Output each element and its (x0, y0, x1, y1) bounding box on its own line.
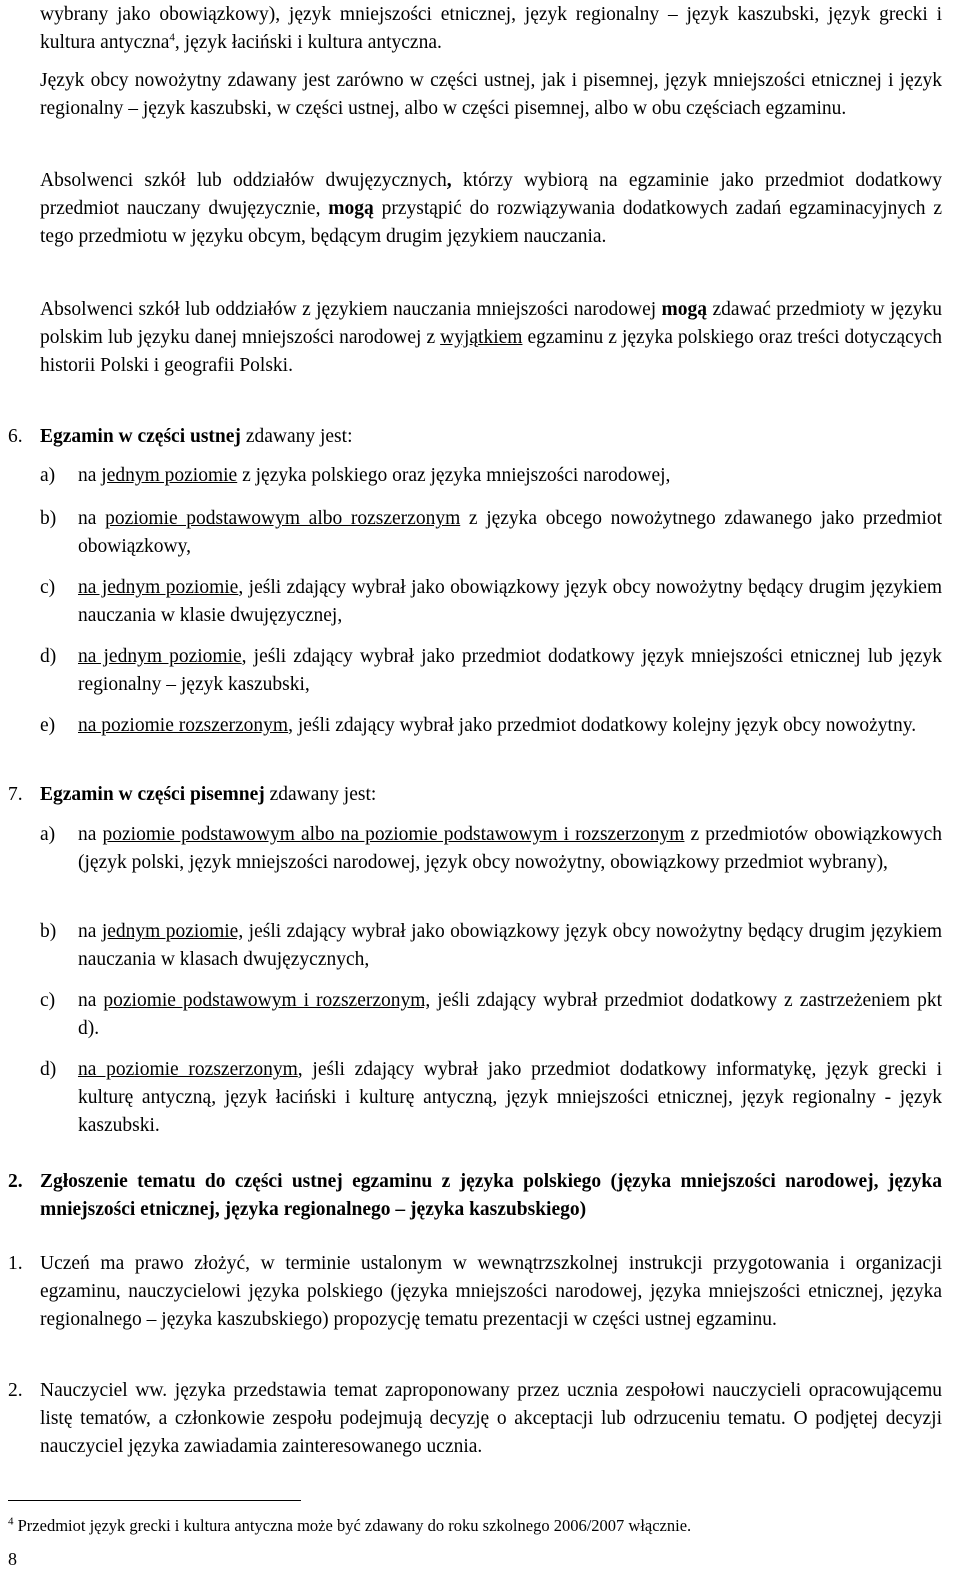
text: na (78, 508, 106, 529)
text: zdawany jest: (264, 784, 377, 805)
page-number: 8 (8, 1549, 17, 1569)
text: Absolwenci szkół lub oddziałów z językiem nauczania mniejszości narodowej (40, 299, 662, 320)
continuation-paragraph (40, 1, 942, 57)
bold-comma: , (446, 170, 452, 191)
text: Absolwenci szkół lub oddziałów dwujęzycznych (40, 170, 447, 191)
text: na (78, 990, 104, 1011)
text: z języka obcego nowożytnego zdawanego jako przedmiot obowiązkowy, (78, 508, 943, 557)
list-marker: b) (40, 508, 57, 529)
text: jeśli zdający wybrał przedmiot dodatkowy z zastrzeżeniem pkt d). (78, 990, 943, 1039)
footnote-divider (8, 1500, 301, 1501)
underlined-text: poziomie podstawowym i rozszerzonym, (103, 990, 431, 1011)
text: na (78, 921, 102, 942)
underlined-text: na poziomie rozszerzonym (78, 1059, 298, 1080)
footnote (8, 1515, 948, 1537)
text: zdawany jest: (240, 426, 353, 447)
bold-text: mogą (328, 198, 374, 219)
text: egzaminu z języka polskiego oraz treści dotyczących historii Polski i geografii Polski. (40, 327, 942, 376)
underlined-text: jednym poziomie, (101, 921, 244, 942)
item-number: 6. (8, 426, 23, 447)
text: zdawać przedmioty w języku polskim lub języku danej mniejszości narodowej z (40, 299, 942, 348)
underlined-text: wyjątkiem (440, 327, 523, 348)
continuation-text: wybrany jako obowiązkowy), język mniejszości etnicznej, język regionalny – język kaszubski, język grecki i kultura antyczna (40, 4, 942, 53)
list-marker: c) (40, 990, 56, 1011)
bold-text: Egzamin w części ustnej (40, 426, 241, 447)
list-marker: e) (40, 715, 56, 736)
text: jeśli zdający wybrał jako obowiązkowy język obcy nowożytny będący drugim językiem nauczania w klasach dwujęzycznych, (78, 921, 942, 970)
text: , jeśli zdający wybrał jako przedmiot dodatkowy język mniejszości etnicznej lub język regionalny – język kaszubski, (78, 646, 942, 695)
point-text: Uczeń ma prawo złożyć, w terminie ustalonym w wewnątrzszkolnej instrukcji przygotowania i organizacji egzaminu, nauczycielowi języka polskiego (języka mniejszości narodowej, języka mniejszości etnicznej, języka regionalnego – języka kaszubskiego) propozycję tematu prezentacji w części ustnej egzaminu. (40, 1253, 942, 1330)
underlined-text: na jednym poziomie (78, 577, 239, 598)
list-marker: d) (40, 646, 57, 667)
paragraph-text: Język obcy nowożytny zdawany jest zarówno w części ustnej, jak i pisemnej, język mniejszości etnicznej i język regionalny – język kaszubski, w części ustnej, albo w części pisemnej, albo w obu częściach egzaminu. (40, 70, 942, 119)
point-number: 1. (8, 1253, 23, 1274)
text: z przedmiotów obowiązkowych (język polski, język mniejszości narodowej, język obcy nowożytny, obowiązkowy przedmiot wybrany), (78, 824, 943, 873)
text: , jeśli zdający wybrał jako obowiązkowy język obcy nowożytny będący drugim językiem nauczania w klasie dwujęzycznej, (78, 577, 942, 626)
continuation-text-end: , język łaciński i kultura antyczna. (174, 32, 442, 53)
underlined-text: jednym poziomie (101, 465, 238, 486)
footnote-marker: 4 (8, 1515, 14, 1528)
item-number: 7. (8, 784, 23, 805)
text: którzy wybiorą na egzaminie jako przedmiot dodatkowy przedmiot nauczany dwujęzycznie, (40, 170, 943, 219)
list-marker: d) (40, 1059, 57, 1080)
text: , jeśli zdający wybrał jako przedmiot dodatkowy kolejny język obcy nowożytny. (288, 715, 917, 736)
text: z języka polskiego oraz języka mniejszości narodowej, (237, 465, 671, 486)
underlined-text: poziomie podstawowym albo rozszerzonym (105, 508, 461, 529)
text: na (78, 824, 103, 845)
paragraph-bilingual (40, 167, 942, 251)
section-title: Zgłoszenie tematu do części ustnej egzaminu z języka polskiego (języka mniejszości narodowej, języka mniejszości etnicznej, języka regionalnego – języka kaszubskiego) (40, 1171, 942, 1220)
list-marker: b) (40, 921, 57, 942)
section-number: 2. (8, 1171, 23, 1192)
underlined-text: na jednym poziomie (78, 646, 242, 667)
point-number: 2. (8, 1380, 23, 1401)
paragraph-foreign-language (40, 67, 942, 123)
underlined-text: poziomie podstawowym albo na poziomie podstawowym i rozszerzonym (102, 824, 685, 845)
underlined-text: na poziomie rozszerzonym (78, 715, 289, 736)
text: przystąpić do rozwiązywania dodatkowych zadań egzaminacyjnych z tego przedmiotu w języku obcym, będącym drugim językiem nauczania. (40, 198, 943, 247)
list-marker: a) (40, 465, 56, 486)
list-marker: a) (40, 824, 56, 845)
list-marker: c) (40, 577, 56, 598)
bold-text: mogą (661, 299, 708, 320)
footnote-text: Przedmiot język grecki i kultura antyczna może być zdawany do roku szkolnego 2006/2007 włącznie. (13, 1516, 692, 1535)
bold-text: Egzamin w części pisemnej (40, 784, 265, 805)
point-text: Nauczyciel ww. języka przedstawia temat zaproponowany przez ucznia zespołowi nauczycieli opracowującemu listę tematów, a członkowie zespołu podejmują decyzję o akceptacji lub odrzuceniu tematu. O podjętej decyzji nauczyciel języka zawiadamia zainteresowanego ucznia. (40, 1380, 942, 1457)
text: na (78, 465, 102, 486)
text: , jeśli zdający wybrał jako przedmiot dodatkowy informatykę, język grecki i kulturę antyczną, język łaciński i kulturę antyczną, język mniejszości etnicznej, język regionalny - język kaszubski. (78, 1059, 942, 1136)
footnote-ref: 4 (169, 31, 175, 44)
paragraph-minority (40, 296, 942, 380)
